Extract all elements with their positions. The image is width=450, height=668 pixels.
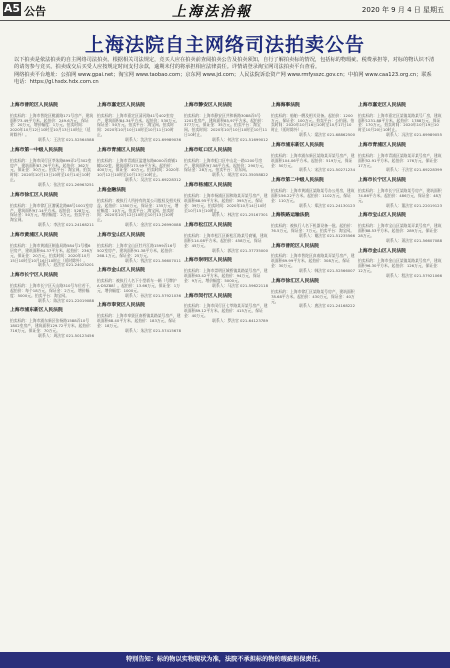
notice-body: 拍卖标的：上海市徐汇区漕溪北路88号1001室房产，建筑面积97.14平方米。起拍价：528万元，保证金：50万元，增价幅度：2万元。拍卖平台：淘宝网。 <box>10 202 94 223</box>
notice-title: 上海市徐汇区人民法院 <box>10 192 58 198</box>
auction-notice <box>97 148 181 183</box>
footer-banner: 特别告知：标的物以实物现状为准，法院不承担标的物的瑕疵担保责任。 <box>0 652 450 668</box>
section-name: 公告 <box>24 5 46 18</box>
notice-contact: 联系人：郭法官 021-37735000 <box>212 247 268 253</box>
auction-notice <box>97 268 181 298</box>
notice-body: 拍卖标的：船舶一艘及相关设备。起拍价：1200万元，保证金：100万元。拍卖平台：公拍网。拍卖时间：2020年10月16日10时至10月17日10时止（延时除外）。 <box>271 112 355 133</box>
notice-body: 拍卖标的：上海市宝山区牡丹江路1599弄16号502室房产，建筑面积91.38平方米。起拍价：268.1万元，保证金：25万元。 <box>97 242 177 258</box>
notice-body: 拍卖标的：被执行人名下小型轿车一辆（号牌沪A·D5Z88）。起拍价：13.66万元，保证金：1万元，增价幅度：1000元。 <box>97 278 181 293</box>
intro-paragraphs <box>14 57 436 87</box>
notice-title: 上海市普陀区人民法院 <box>10 102 58 108</box>
notice-body: 拍卖标的：上海市黄浦区某路某号办公用房，建筑面积156.22平方米。起拍价：1102万元，保证金：110万元。 <box>271 187 355 203</box>
notice-body: 拍卖标的：被执行人名下机器设备一批。起拍价：76.5万元，保证金：7万元。拍卖平台：淘宝网。 <box>271 223 355 234</box>
auction-notice <box>358 178 442 208</box>
notice-body: 拍卖标的：上海市金山区某镇某路某号房产，建筑面积96.30平方米。起拍价：126万元，保证金：12万元。 <box>358 258 442 274</box>
notice-contact: 联系人：何法官 021-51699012 <box>212 137 268 143</box>
notice-title: 上海市青浦区人民法院 <box>358 142 406 148</box>
auction-notice <box>271 178 355 208</box>
intro-paragraph: 以下拍卖是依法拍卖的自主网络司法拍卖。根据相关司法规定，竞买人应在拍卖前查阅拍卖公告及拍卖须知，自行了解拍卖标的情况，包括标的物瑕疵、税费承担等，对标的物认识不清的请勿参与竞买。拍卖成交后买受人应按规定时间支付余款，逾期未付的将承担相应法律责任。详情请登录淘宝网司法拍卖平台查看。 <box>14 57 435 71</box>
notice-title: 上海市嘉定区人民法院 <box>358 102 406 108</box>
auction-notice <box>184 183 268 218</box>
notice-contact: 联系人：胡法官 021-35058822 <box>212 172 268 178</box>
notice-contact: 联系人：王法官 021-52564588 <box>38 137 94 143</box>
notice-body: 拍卖标的：上海市普陀区真南路某弄某号房产，建筑面积69.99平方米。起拍价：308万元，保证金：30万元。 <box>271 253 355 269</box>
notice-title: 上海市静安区人民法院 <box>184 102 232 108</box>
notice-title: 上海市长宁区人民法院 <box>10 273 58 279</box>
auction-notice <box>184 223 268 253</box>
notice-title: 上海市普陀区人民法院 <box>271 243 319 249</box>
notice-contact: 联系人：唐法官 021-24168222 <box>299 303 355 309</box>
auction-notice <box>184 148 268 178</box>
notice-contact: 联系人：张法官 021-26963251 <box>38 182 94 188</box>
notice-body: 拍卖标的：上海市黄浦区制造局路584号1号楼6层房产，建筑面积64.37平方米。起拍价：236万元，保证金：20万元。拍卖时间：2020年10月15日10时至10月16日10时止（延时除外）。 <box>10 242 93 263</box>
auction-notice <box>271 103 355 138</box>
notice-column <box>10 98 94 648</box>
auction-notice <box>184 103 268 143</box>
auction-notice <box>97 233 181 263</box>
notice-contact: 联系人：萧法官 021-56607088 <box>386 237 442 243</box>
notice-title: 上海铁路运输法院 <box>271 213 310 219</box>
notice-title: 上海市虹口区人民法院 <box>184 147 232 153</box>
notice-body: 拍卖标的：上海市青浦区某路某弄某号房产，建筑面积52.91平方米。起拍价：176万元，保证金：17万元。 <box>358 152 442 168</box>
notice-body: 拍卖标的：上海市杨浦区国和路某弄某号房产，建筑面积68.95平方米。起拍价：395万元，保证金：39万元。拍卖时间：2020年10月14日10时至10月15日10时止。 <box>184 192 268 213</box>
notice-contact: 联系人：钱法官 021-56607011 <box>125 257 181 263</box>
notice-title: 上海市奉贤区人民法院 <box>97 303 145 309</box>
auction-notice <box>97 303 181 333</box>
notice-body: 拍卖标的：上海市宝山区某路某弄某号房产，建筑面积88.53平方米。起拍价：289万元，保证金：28万元。 <box>358 223 442 238</box>
notice-column <box>271 98 355 648</box>
auction-notice <box>184 258 268 288</box>
notice-title: 上海金融法院 <box>97 187 126 193</box>
notice-contact: 联系人：沈法官 021-69989036 <box>125 137 181 143</box>
newspaper-masthead: 上海法治報 <box>172 4 252 20</box>
notice-contact: 联系人：郑法官 021-24130123 <box>299 202 355 208</box>
notice-body: 拍卖标的：上海市嘉定区清河路41号402室房产，建筑面积84.34平方米。起拍价：530万元，保证金：50万元。拍卖平台：淘宝网。拍卖时间：2020年10月10日10时至10月11日10时止。 <box>97 112 180 138</box>
notice-body: 拍卖标的：上海市松江区新松江路某号商铺，建筑面积114.08平方米。起拍价：458万元，保证金：45万元。 <box>184 232 268 248</box>
notice-contact: 联系人：吴法官 021-69228312 <box>125 177 181 183</box>
notice-contact: 联系人：宋法官 021-50271234 <box>299 167 355 173</box>
notice-title: 上海市长宁区人民法院 <box>358 178 406 184</box>
notice-title: 上海市黄浦区人民法院 <box>10 232 58 238</box>
auction-notice <box>10 103 94 143</box>
notice-body: 拍卖标的：上海市徐汇区某路某号房产，建筑面积78.68平方米。起拍价：430万元，保证金：40万元。 <box>271 288 355 304</box>
notice-contact: 联系人：李法官 021-24168211 <box>38 222 94 228</box>
auction-notice <box>184 294 268 324</box>
notice-title: 上海市第二中级人民法院 <box>271 178 324 184</box>
notice-body: 拍卖标的：上海市虹口区中山北一路1200号房产，建筑面积97.58平方米。起拍价：290万元，保证金：28万元。拍卖平台：京东网。 <box>184 157 267 173</box>
auction-notice <box>97 103 181 143</box>
notice-title: 上海市青浦区人民法院 <box>97 147 145 153</box>
auction-notice <box>271 213 355 239</box>
notice-title: 上海市松江区人民法院 <box>184 223 232 229</box>
page-number: A5 <box>3 2 21 15</box>
auction-notice <box>271 244 355 274</box>
notice-column <box>358 98 442 648</box>
auction-notice <box>358 249 442 279</box>
notice-body: 拍卖标的：上海市嘉定区某镇某路某号厂房，建筑面积1231.88平方米。起拍价：1788万元，保证金：170万元。拍卖时间：2020年10月19日10时至10月20日10时止。 <box>358 112 442 133</box>
page-header <box>0 0 450 21</box>
notice-contact: 联系人：梁法官 021-68862500 <box>299 132 355 138</box>
auction-notice <box>97 188 181 228</box>
notice-title: 上海市宝山区人民法院 <box>358 213 406 219</box>
notice-body: 拍卖标的：上海市奉贤区南桥镇某路某号房产，建筑面积68.40平方米。起拍价：183万元，保证金：18万元。 <box>97 313 181 329</box>
notice-body: 拍卖标的：上海市浦东新区张杨路1588弄10号1802室房产，建筑面积129.72平方米。起拍价：716万元，保证金：70万元。 <box>10 318 94 333</box>
notice-contact: 联系人：谢法官 021-51235566 <box>299 232 355 238</box>
auction-notice <box>358 143 442 173</box>
page-headline: 上海法院自主网络司法拍卖公告 <box>84 34 365 56</box>
notice-contact: 联系人：陈法官 021-22019088 <box>38 297 94 303</box>
notice-title: 上海市宝山区人民法院 <box>97 232 145 238</box>
notice-contact: 联系人：罗法官 021-64123789 <box>212 318 268 324</box>
notice-title: 上海市嘉定区人民法院 <box>97 102 145 108</box>
notice-body: 拍卖标的：上海市静安区共和新路3088弄5号1201室房产，建筑面积85.97平方米。起拍价：377万元，保证金：35万元。拍卖平台：淘宝网。拍卖时间：2020年10月10日10时至10月11日10时止。 <box>184 112 268 138</box>
auction-notice <box>10 308 94 338</box>
auction-notice <box>10 273 94 303</box>
notice-title: 上海市金山区人民法院 <box>358 248 406 254</box>
notice-contact: 联系人：林法官 021-25167301 <box>212 212 268 218</box>
notice-contact: 联系人：孙法官 021-57921036 <box>125 292 181 298</box>
notice-column <box>97 98 181 648</box>
auction-notice <box>271 143 355 173</box>
intro-paragraph: 网络拍卖平台地址：公拍网 www.gpai.net；淘宝网 www.taobao.com；京东网 www.jd.com；人民法院诉讼资产网 www.rmfysszc.gov.cn；中拍网 www.caa123.org.cn；联系电话：https://gl.hsdx.hdx.com.cn <box>14 71 432 86</box>
auction-notice <box>10 233 94 268</box>
notice-title: 上海市金山区人民法院 <box>97 268 145 274</box>
notice-contact: 联系人：马法官 021-59622118 <box>212 282 268 288</box>
notice-contact: 联系人：程法官 021-57921066 <box>386 273 442 279</box>
notice-contact: 联系人：赵法官 021-24025201 <box>38 262 94 268</box>
notice-contact: 联系人：冯法官 021-69989055 <box>386 132 442 138</box>
notice-contact: 联系人：周法官 021-50123456 <box>38 332 94 338</box>
issue-date: 2020 年 9 月 4 日 星期五 <box>361 6 444 14</box>
auction-notice <box>10 148 94 188</box>
notice-body: 拍卖标的：上海市长宁区某路某号房产，建筑面积74.86平方米。起拍价：486万元，保证金：48万元。 <box>358 187 442 203</box>
notice-title: 上海市浦东新区人民法院 <box>271 142 324 148</box>
notice-grid <box>10 98 442 648</box>
notice-contact: 联系人：董法官 021-22019123 <box>386 202 442 208</box>
auction-notice <box>358 213 442 243</box>
notice-contact: 联系人：朱法官 021-57415678 <box>125 327 181 333</box>
notice-body: 拍卖标的：上海市普陀区桃浦路171号房产，建筑面积73.49平方米。起拍价：249.6万元，保证金：20万元，增价幅度：1万元。拍卖时间：2020年10月12日10时至10月13日10时止（延时除外）。 <box>10 112 94 138</box>
auction-notice <box>358 103 442 138</box>
notice-title: 上海市第一中级人民法院 <box>10 147 63 153</box>
notice-title: 上海海事法院 <box>271 102 300 108</box>
notice-title: 上海市闵行区人民法院 <box>184 293 232 299</box>
auction-notice <box>271 279 355 309</box>
notice-body: 拍卖标的：上海市崇明区城桥镇某路某号房产，建筑面积63.42平方米。起拍价：94万元，保证金：9万元，增价幅度：5000元。 <box>184 268 268 283</box>
notice-contact: 联系人：金法官 021-26990088 <box>125 222 181 228</box>
notice-body: 拍卖标的：上海市青浦区盈港东路8000弄商铺1幢102室，建筑面积173.99平方米。起拍价：400万元，保证金：40万元。拍卖时间：2020年10月12日10时至10月13日10时止。 <box>97 157 180 178</box>
notice-title: 上海市浦东新区人民法院 <box>10 308 63 314</box>
auction-notice <box>10 193 94 228</box>
notice-body: 拍卖标的：上海市长宁区天山路310号车位若干，起拍价：每个18万元，保证金：2万元，增价幅度：5000元。拍卖平台：淘宝网。 <box>10 282 94 298</box>
notice-body: 拍卖标的：上海市闵行区莘朱路899弄2号302室房产，建筑面积87.76平方米。起拍价：362万元，保证金：30万元。拍卖平台：淘宝网。拍卖时间：2020年10月13日10时至10月14日10时止。 <box>10 157 92 183</box>
notice-body: 拍卖标的：被执行人所持有的某公司股权及相关权益。起拍价：1350万元，保证金：135万元，增价幅度：10万元。拍卖平台：淘宝网。拍卖时间：2020年10月12日10时至10月13日10时止。 <box>97 197 181 223</box>
notice-body: 拍卖标的：上海市闵行区七莘路某弄某号房产，建筑面积89.12平方米。起拍价：415万元，保证金：40万元。 <box>184 303 268 319</box>
notice-title: 上海市徐汇区人民法院 <box>271 278 319 284</box>
notice-title: 上海市杨浦区人民法院 <box>184 183 232 189</box>
notice-contact: 联系人：于法官 021-69228399 <box>386 167 442 173</box>
notice-title: 上海市崇明区人民法院 <box>184 258 232 264</box>
notice-contact: 联系人：韩法官 021-52566007 <box>299 268 355 274</box>
notice-body: 拍卖标的：上海市浦东新区某路某弄某号房产，建筑面积104.06平方米。起拍价：519万元，保证金：50万元。 <box>271 152 355 168</box>
notice-column <box>184 98 268 648</box>
